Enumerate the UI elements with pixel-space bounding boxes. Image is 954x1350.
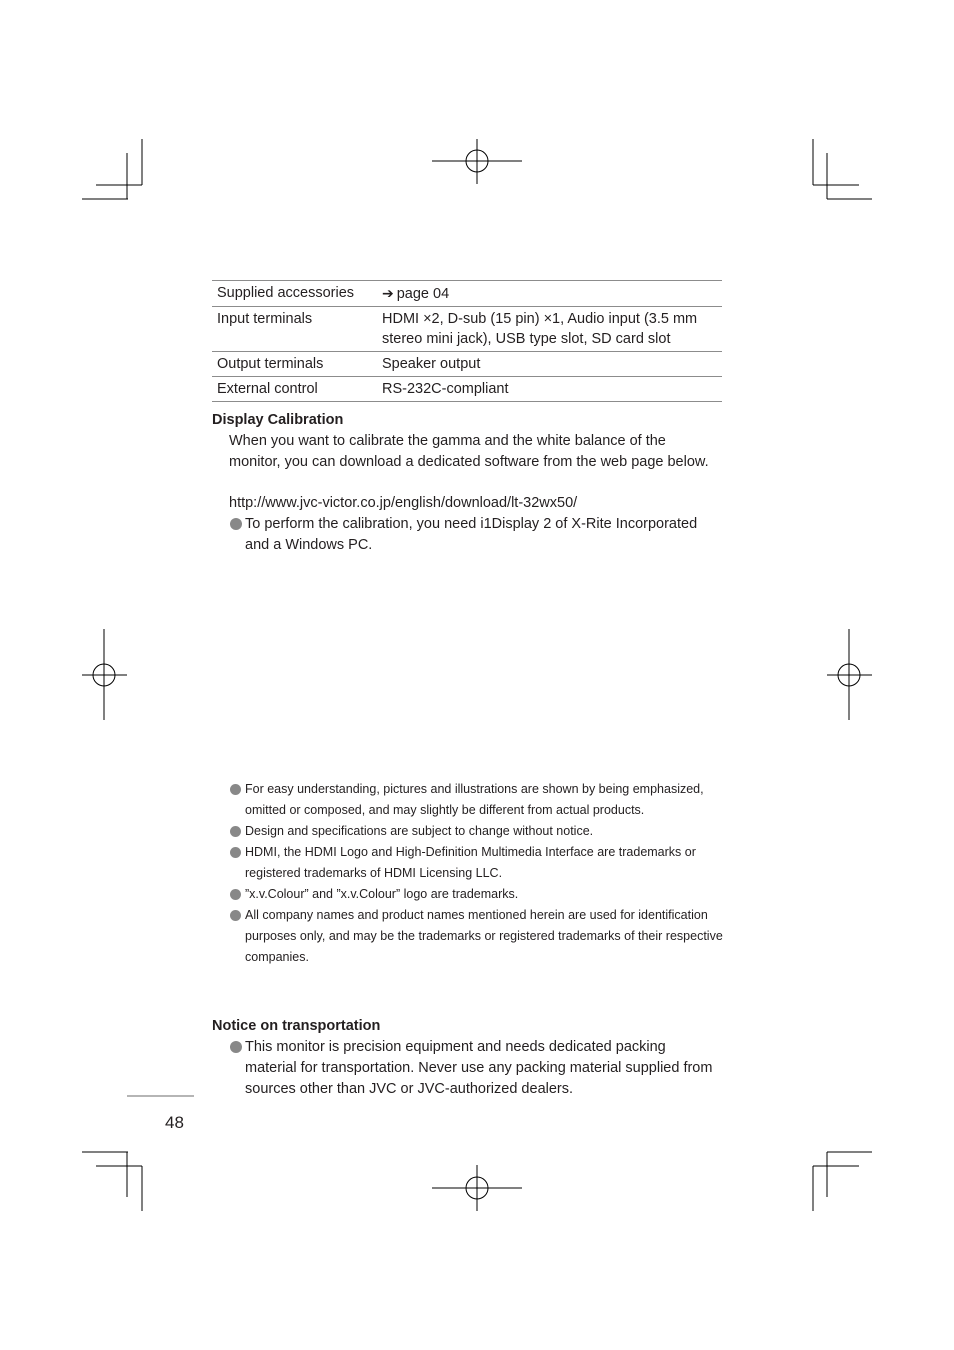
list-item bbox=[229, 905, 724, 968]
page-number-rule bbox=[127, 1095, 194, 1097]
spec-value bbox=[377, 281, 722, 307]
notice-text: HDMI, the HDMI Logo and High-Definition Multimedia Interface are trademarks or registered trademarks of HDMI Licensing LLC. bbox=[245, 845, 696, 880]
bullet-icon bbox=[230, 518, 242, 530]
spec-value: HDMI ×2, D-sub (15 pin) ×1, Audio input (3.5 mm stereo mini jack), USB type slot, SD card slot bbox=[377, 307, 722, 352]
arrow-right-icon: ➔ bbox=[382, 285, 394, 301]
calibration-text: When you want to calibrate the gamma and the white balance of the monitor, you can download a dedicated software from the web page below. bbox=[229, 433, 709, 470]
download-url: http://www.jvc-victor.co.jp/english/download/lt-32wx50/ bbox=[229, 495, 578, 511]
bullet-icon bbox=[230, 889, 241, 900]
spec-value: Speaker output bbox=[377, 352, 722, 377]
bullet-icon bbox=[230, 910, 241, 921]
spec-value: RS-232C-compliant bbox=[377, 377, 722, 402]
bullet-icon bbox=[230, 1041, 242, 1053]
transportation-note bbox=[229, 1037, 719, 1100]
spec-label: Output terminals bbox=[212, 352, 377, 377]
notice-text: For easy understanding, pictures and illustrations are shown by being emphasized, omitted or composed, and may slightly be different from actual products. bbox=[245, 782, 704, 817]
spec-label: Supplied accessories bbox=[212, 281, 377, 307]
bullet-icon bbox=[230, 826, 241, 837]
list-item bbox=[229, 842, 724, 884]
table-row bbox=[212, 352, 722, 377]
bullet-icon bbox=[230, 784, 241, 795]
transportation-text: This monitor is precision equipment and needs dedicated packing material for transportation. Never use any packing material supplied from sources other than JVC or JVC-authorized dealers. bbox=[245, 1039, 713, 1097]
spec-label: Input terminals bbox=[212, 307, 377, 352]
page-reference: page 04 bbox=[396, 286, 450, 302]
calibration-note-text: To perform the calibration, you need i1Display 2 of X-Rite Incorporated and a Windows PC. bbox=[245, 516, 698, 553]
calibration-heading: Display Calibration bbox=[212, 412, 344, 428]
calibration-note bbox=[229, 514, 719, 556]
table-row bbox=[212, 281, 722, 307]
list-item bbox=[229, 779, 724, 821]
bullet-icon bbox=[230, 847, 241, 858]
spec-label: External control bbox=[212, 377, 377, 402]
specifications-table bbox=[212, 280, 722, 402]
notice-text: Design and specifications are subject to change without notice. bbox=[245, 824, 594, 838]
notices-list bbox=[229, 779, 724, 968]
page-number: 48 bbox=[165, 1113, 184, 1132]
notice-text: ”x.v.Colour” and ”x.v.Colour” logo are trademarks. bbox=[245, 887, 519, 901]
notice-text: All company names and product names mentioned herein are used for identification purposes only, and may be the trademarks or registered trademarks of their respective companies. bbox=[245, 908, 723, 964]
transportation-heading: Notice on transportation bbox=[212, 1018, 381, 1034]
list-item bbox=[229, 821, 724, 842]
table-row bbox=[212, 307, 722, 352]
list-item bbox=[229, 884, 724, 905]
table-row bbox=[212, 377, 722, 402]
